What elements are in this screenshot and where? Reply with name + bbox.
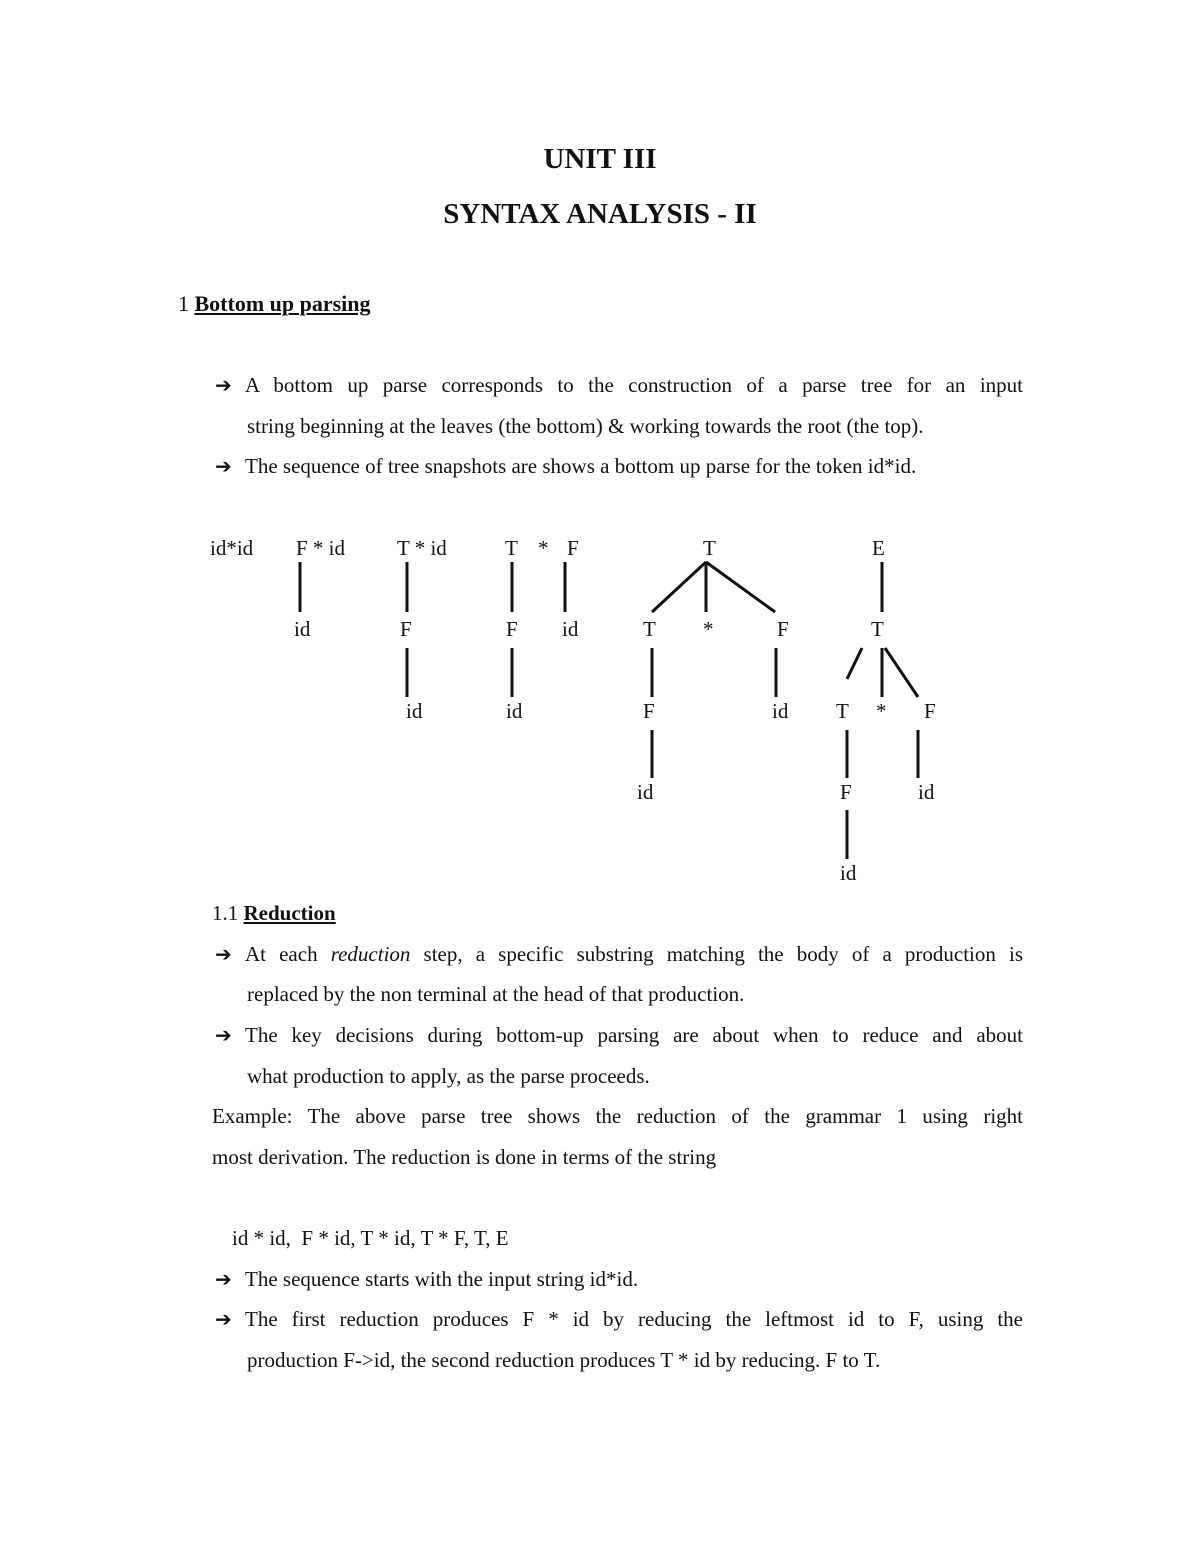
- unit-title: UNIT III: [543, 143, 657, 175]
- snapshot-4-star: *: [538, 536, 549, 560]
- snapshot-6-star: *: [876, 699, 887, 723]
- snapshot-6-edge-left: [847, 648, 862, 679]
- section-1-title: Bottom up parsing: [194, 291, 371, 316]
- snapshot-6-root: E: [872, 536, 885, 560]
- snapshot-6-t2: T: [836, 699, 849, 723]
- snapshot-1-label: id*id: [210, 536, 254, 560]
- arrow-right-icon: ➔: [215, 373, 232, 397]
- snapshot-4-t: T: [505, 536, 518, 560]
- reduction-sequence: id * id, F * id, T * id, T * F, T, E: [232, 1226, 509, 1250]
- reduction-bullet-1: ➔ At each reduction step, a specific substring matching the body of a production is: [215, 942, 1023, 966]
- reduction-bullet-2: ➔ The key decisions during bottom-up parsing are about when to reduce and about: [215, 1023, 1023, 1047]
- snapshot-4-f: F: [567, 536, 579, 560]
- snapshot-5-f-left: F: [643, 699, 655, 723]
- snapshot-4-mid-left: F: [506, 617, 518, 641]
- snapshot-6-f: F: [924, 699, 936, 723]
- snapshot-2-top: F * id: [296, 536, 346, 560]
- snapshot-3-top: T * id: [397, 536, 447, 560]
- snapshot-6-id-bottom: id: [840, 861, 857, 885]
- snapshot-5-edge-left: [652, 562, 706, 612]
- snapshot-3-leaf: id: [406, 699, 423, 723]
- snapshot-4-leaf: id: [506, 699, 523, 723]
- bullet-2: ➔ The sequence of tree snapshots are shows a bottom up parse for the token id*id.: [215, 454, 917, 478]
- reduction-emphasis: reduction: [330, 942, 411, 966]
- reduction-bullet-2-cont: what production to apply, as the parse proceeds.: [247, 1064, 650, 1088]
- snapshot-6-t: T: [871, 617, 884, 641]
- snapshot-6-f-mid: F: [840, 780, 852, 804]
- snapshot-2-leaf: id: [294, 617, 311, 641]
- snapshot-4-mid-right: id: [562, 617, 579, 641]
- snapshot-5-id-left: id: [637, 780, 654, 804]
- snapshot-5-t: T: [643, 617, 656, 641]
- section-1-1-heading: [212, 901, 336, 926]
- snapshot-6-id-right: id: [918, 780, 935, 804]
- snapshot-5-id-right: id: [772, 699, 789, 723]
- arrow-right-icon: ➔: [215, 454, 232, 478]
- example-line-2: most derivation. The reduction is done in terms of the string: [212, 1145, 717, 1169]
- snapshot-6-edge-right: [885, 648, 918, 697]
- section-1-1-title: Reduction: [243, 901, 336, 925]
- arrow-right-icon: ➔: [215, 1307, 232, 1331]
- arrow-right-icon: ➔: [215, 942, 232, 966]
- section-1-1-number: 1.1: [212, 901, 239, 925]
- example-line-1: Example: The above parse tree shows the reduction of the grammar 1 using right: [212, 1104, 1023, 1128]
- arrow-right-icon: ➔: [215, 1267, 232, 1291]
- bullet-1: ➔ A bottom up parse corresponds to the construction of a parse tree for an input: [215, 373, 1023, 397]
- section-1-number: 1: [178, 291, 189, 316]
- reduction-bullet-3: ➔ The sequence starts with the input string id*id.: [215, 1267, 639, 1291]
- snapshot-5-edge-right: [706, 562, 775, 612]
- reduction-bullet-1-cont: replaced by the non terminal at the head of that production.: [247, 982, 745, 1006]
- subject-title: SYNTAX ANALYSIS - II: [443, 198, 757, 230]
- snapshot-3-mid: F: [400, 617, 412, 641]
- reduction-bullet-4: ➔ The first reduction produces F * id by reducing the leftmost id to F, using the: [215, 1307, 1023, 1331]
- arrow-right-icon: ➔: [215, 1023, 232, 1047]
- snapshot-5-root: T: [703, 536, 716, 560]
- snapshot-5-f: F: [777, 617, 789, 641]
- snapshot-5-star: *: [703, 617, 714, 641]
- reduction-bullet-4-cont: production F->id, the second reduction produces T * id by reducing. F to T.: [247, 1348, 881, 1372]
- bullet-1-cont: string beginning at the leaves (the bottom) & working towards the root (the top).: [247, 414, 924, 438]
